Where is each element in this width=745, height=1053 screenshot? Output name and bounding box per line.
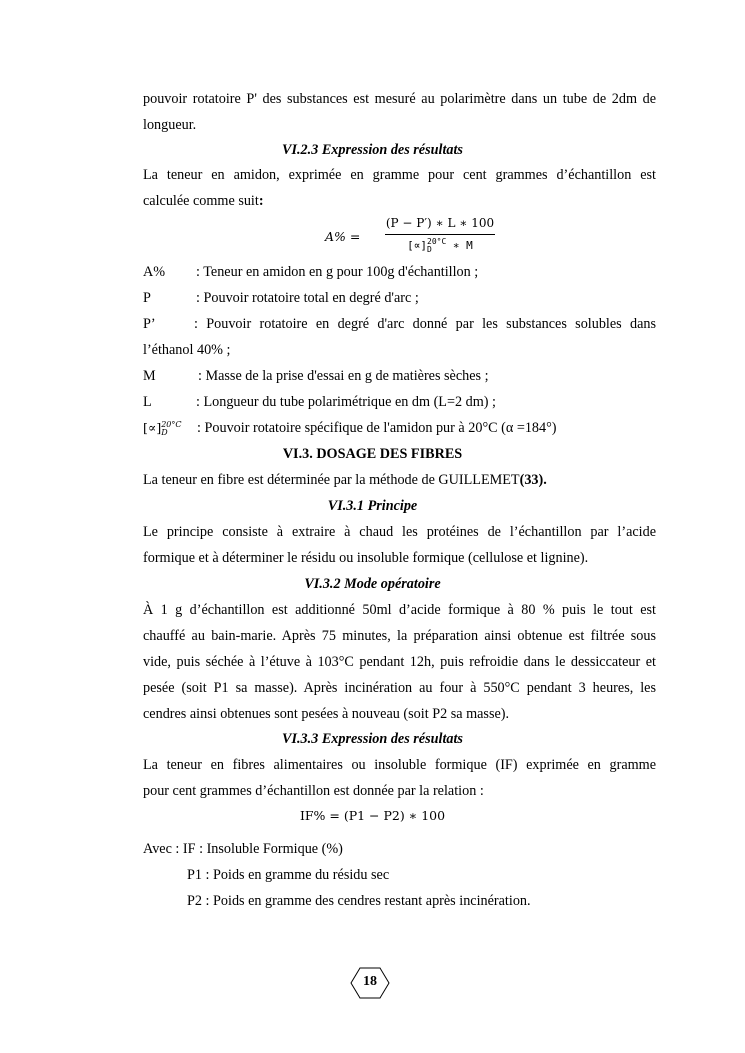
defs2-if-desc: : Insoluble Formique (%) (195, 841, 343, 857)
alpha-bracket-symbol: [∝] (143, 420, 162, 435)
para5-line3: vide, puis séchée à l’étuve à 103°C pendant 12h, puis refroidie dans le dessiccateur et (143, 654, 656, 670)
defs2-if-line (143, 841, 656, 858)
formula-starch-numerator: (P − P′) ∗ L ∗ 100 (385, 216, 495, 230)
para2-colon: : (258, 193, 264, 209)
para3-text: La teneur en fibre est déterminée par la méthode de GUILLEMET (143, 472, 520, 488)
def-desc-a-percent: : Teneur en amidon en g pour 100g d'échantillon ; (196, 264, 479, 280)
para5-line4: pesée (soit P1 sa masse). Après incinération au four à 550°C pendant 3 heures, les (143, 680, 656, 696)
para6-line1: La teneur en fibres alimentaires ou insoluble formique (IF) exprimée en gramme (143, 757, 656, 773)
para5-line2: chauffé au bain-marie. Après 75 minutes, la préparation ainsi obtenue est filtrée sous (143, 628, 656, 644)
formula-starch-fraction (385, 215, 495, 254)
def-term-a-percent: A% (143, 264, 166, 280)
para1-line1: pouvoir rotatoire P' des substances est mesuré au polarimètre dans un tube de 2dm de (143, 91, 656, 107)
den-superscript: 20°C (427, 237, 447, 246)
defs2-p2: P2 : Poids en gramme des cendres restant après incinération. (187, 893, 531, 909)
heading-vi-3-1: VI.3.1 Principe (327, 498, 418, 514)
para4-line1: Le principe consiste à extraire à chaud les protéines de l’échantillon par l’acide (143, 524, 656, 540)
para5-line5: cendres ainsi obtenues sont pesées à nouveau (soit P2 sa masse). (143, 706, 510, 722)
page-number: 18 (363, 974, 377, 989)
def-desc-p: : Pouvoir rotatoire total en degré d'arc ; (196, 290, 419, 306)
def-desc-l: : Longueur du tube polarimétrique en dm (L=2 dm) ; (196, 394, 496, 410)
heading-vi-2-3: VI.2.3 Expression des résultats (282, 142, 463, 158)
formula-starch-lhs: A% = (325, 229, 361, 244)
def-desc-p-prime-cont: l’éthanol 40% ; (143, 342, 231, 358)
def-desc-alpha: : Pouvoir rotatoire spécifique de l'amidon pur à 20°C (α =184°) (197, 420, 557, 436)
para3 (143, 472, 656, 489)
den-subscript: D (427, 245, 432, 254)
para3-reference: (33). (519, 472, 547, 488)
def-term-alpha (143, 419, 182, 437)
alpha-subscript: D (161, 427, 168, 437)
def-term-p-prime: P’ (143, 316, 156, 332)
def-desc-m: : Masse de la prise d'essai en g de matières sèches ; (198, 368, 489, 384)
alpha-superscript: 20°C (161, 419, 182, 429)
formula-insoluble-formique: IF% = (P1 − P2) ∗ 100 (299, 808, 446, 823)
def-term-m: M (143, 368, 156, 384)
para2-line2-text: calculée comme suit (143, 193, 259, 209)
fraction-bar (385, 234, 495, 235)
defs2-prefix: Avec : IF (143, 841, 196, 857)
heading-vi-3-3: VI.3.3 Expression des résultats (282, 731, 463, 747)
page-number-badge (344, 963, 396, 1003)
def-desc-p-prime: : Pouvoir rotatoire en degré d'arc donné par les substances solubles dans (194, 316, 656, 332)
def-term-l: L (143, 394, 152, 410)
para4-line2: formique et à déterminer le résidu ou insoluble formique (cellulose et lignine). (143, 550, 589, 566)
para5-line1: À 1 g d’échantillon est additionné 50ml d’acide formique à 80 % puis le tout est (143, 602, 656, 618)
para2-line1: La teneur en amidon, exprimée en gramme pour cent grammes d’échantillon est (143, 167, 656, 183)
para1-line2: longueur. (143, 117, 197, 133)
heading-vi-3: VI.3. DOSAGE DES FIBRES (282, 446, 463, 462)
def-term-p: P (143, 290, 151, 306)
alpha-bracket-symbol: [∝] (407, 239, 428, 252)
den-tail: ∗ M (446, 239, 473, 252)
para6-line2: pour cent grammes d’échantillon est donnée par la relation : (143, 783, 484, 799)
para2-line2 (143, 193, 656, 210)
defs2-p1: P1 : Poids en gramme du résidu sec (187, 867, 390, 883)
heading-vi-3-2: VI.3.2 Mode opératoire (304, 576, 441, 592)
formula-starch-denominator (385, 238, 495, 254)
